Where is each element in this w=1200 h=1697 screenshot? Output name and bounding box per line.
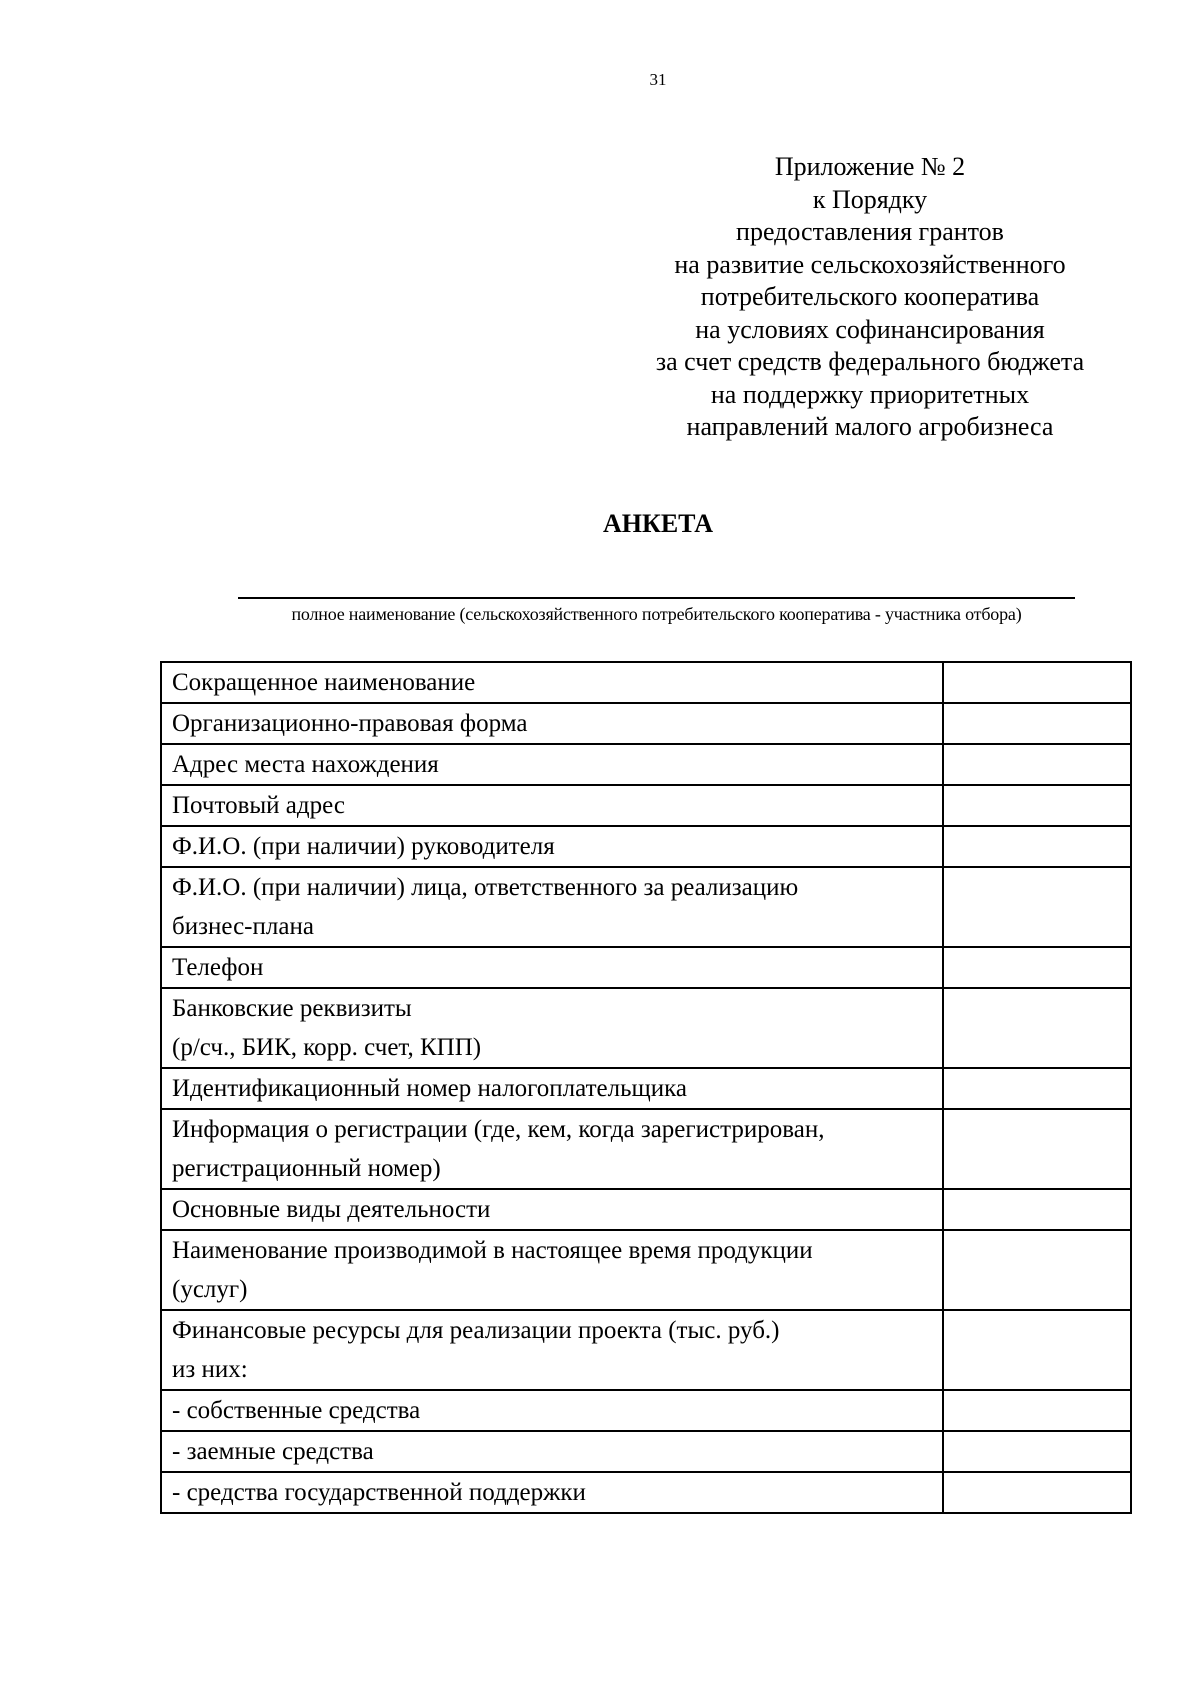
field-value-cell[interactable] [943,744,1131,785]
field-label-cell [161,744,943,785]
appendix-line: к Порядку [812,184,928,214]
field-label: Основные виды деятельности [172,1196,491,1223]
table-row [161,744,1131,785]
field-label-cell [161,1310,943,1390]
field-value-cell[interactable] [943,1109,1131,1189]
field-label: (р/сч., БИК, корр. счет, КПП) [172,1034,482,1061]
field-label-cell [161,1472,943,1513]
table-row [161,785,1131,826]
appendix-line: на развитие сельскохозяйственного [674,249,1066,279]
field-label-cell [161,988,943,1068]
field-label-cell [161,703,943,744]
field-value-cell[interactable] [943,1068,1131,1109]
table-row [161,826,1131,867]
page-number: 31 [649,70,667,89]
field-value-cell[interactable] [943,703,1131,744]
field-label: Телефон [172,954,264,981]
table-row [161,1390,1131,1431]
questionnaire-table [160,661,1132,1514]
field-value-cell[interactable] [943,988,1131,1068]
field-label: Информация о регистрации (где, кем, когда зарегистрирован, [172,1116,825,1143]
field-value-cell[interactable] [943,1390,1131,1431]
appendix-line: Приложение № 2 [774,152,966,181]
table-row [161,1189,1131,1230]
appendix-line: предоставления грантов [736,217,1004,246]
document-title: АНКЕТА [602,509,714,538]
table-row [161,1431,1131,1472]
field-label: Организационно-правовая форма [172,710,528,737]
field-label: Ф.И.О. (при наличии) руководителя [172,833,555,860]
field-label-cell [161,1068,943,1109]
appendix-line: за счет средств федерального бюджета [655,347,1085,376]
field-value-cell[interactable] [943,947,1131,988]
appendix-line: на поддержку приоритетных [710,379,1030,409]
field-label: - заемные средства [172,1438,374,1465]
full-name-field-line [238,597,1075,599]
field-label-cell [161,1390,943,1431]
questionnaire-table-body [161,662,1131,1513]
field-label-cell [161,1431,943,1472]
field-label-cell [161,1109,943,1189]
table-row [161,1230,1131,1310]
table-row [161,662,1131,703]
field-label: Ф.И.О. (при наличии) лица, ответственного за реализацию [172,874,799,901]
field-label: Адрес места нахождения [172,751,439,778]
field-label-cell [161,662,943,703]
field-label-cell [161,867,943,947]
appendix-line: на условиях софинансирования [695,314,1045,344]
appendix-line: потребительского кооператива [700,282,1040,311]
field-value-cell[interactable] [943,826,1131,867]
table-row [161,947,1131,988]
field-label: бизнес-плана [172,913,314,940]
field-label: Идентификационный номер налогоплательщика [172,1075,688,1102]
appendix-header [640,151,1100,444]
field-label: (услуг) [172,1276,248,1303]
field-label-cell [161,826,943,867]
table-row [161,1310,1131,1390]
field-label-cell [161,1189,943,1230]
field-label: Финансовые ресурсы для реализации проекта (тыс. руб.) [172,1317,780,1344]
field-value-cell[interactable] [943,1310,1131,1390]
field-value-cell[interactable] [943,1472,1131,1513]
appendix-line: направлений малого агробизнеса [686,412,1054,441]
table-row [161,1068,1131,1109]
field-label: - средства государственной поддержки [172,1479,586,1506]
field-label: - собственные средства [172,1397,421,1424]
field-label: Почтовый адрес [172,792,345,819]
field-label: регистрационный номер) [172,1155,441,1182]
field-value-cell[interactable] [943,662,1131,703]
field-value-cell[interactable] [943,867,1131,947]
table-row [161,703,1131,744]
field-label-cell [161,785,943,826]
field-label: Банковские реквизиты [172,995,412,1022]
full-name-caption: полное наименование (сельскохозяйственного потребительского кооператива - участника отбора) [291,604,1022,624]
field-label: Сокращенное наименование [172,669,476,696]
field-label: Наименование производимой в настоящее время продукции [172,1237,813,1264]
field-value-cell[interactable] [943,785,1131,826]
field-label-cell [161,1230,943,1310]
table-row [161,1472,1131,1513]
field-label-cell [161,947,943,988]
table-row [161,867,1131,947]
table-row [161,1109,1131,1189]
table-row [161,988,1131,1068]
field-value-cell[interactable] [943,1431,1131,1472]
field-label: из них: [172,1356,248,1383]
field-value-cell[interactable] [943,1189,1131,1230]
field-value-cell[interactable] [943,1230,1131,1310]
